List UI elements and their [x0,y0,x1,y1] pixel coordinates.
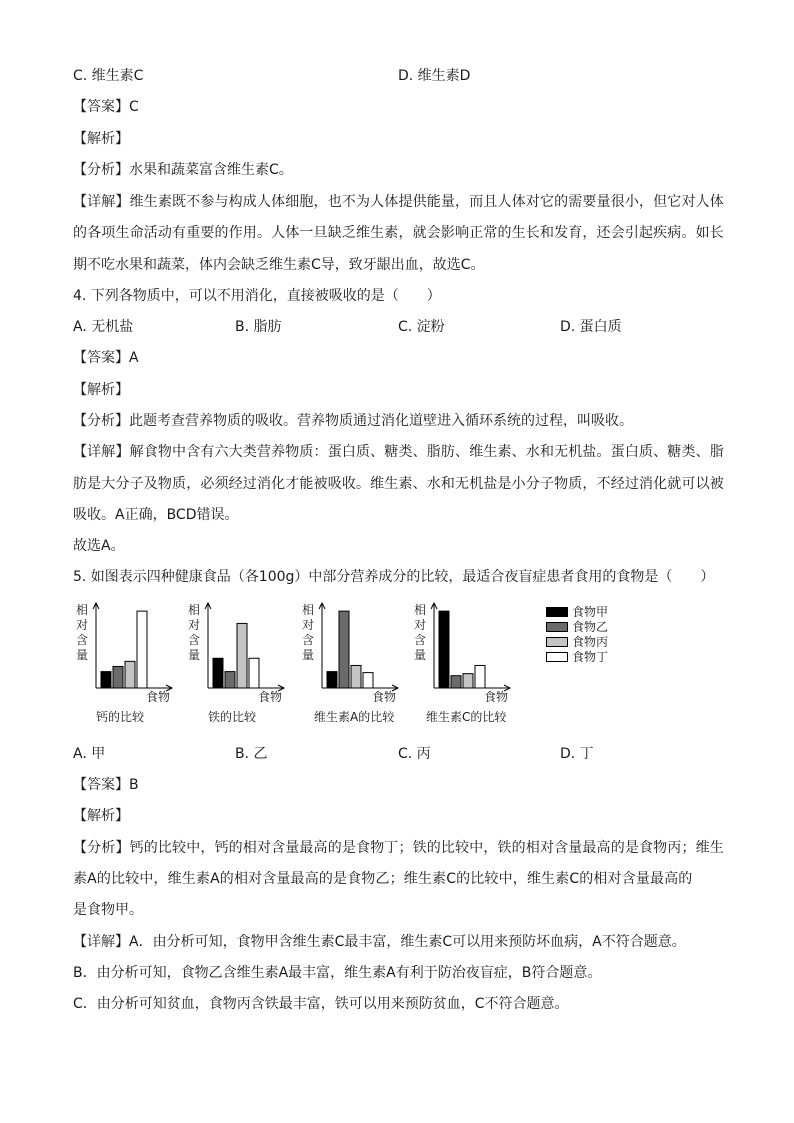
legend-swatch [546,622,568,632]
bar-chart-svg [410,600,522,726]
y-axis-label-char: 相 [76,603,89,617]
detail-line: 肪是大分子及物质，必须经过消化才能被吸收。维生素、水和无机盐是小分子物质，不经过消化就可以被 [73,476,724,492]
y-axis-label-char: 含 [302,633,315,647]
y-axis-label-char: 含 [414,633,427,647]
question-stem: 5. 如图表示四种健康食品（各100g）中部分营养成分的比较，最适合夜盲症患者食用的食物是（ ） [73,569,715,585]
y-axis-label-char: 相 [414,603,427,617]
detail-line: 【详解】A．由分析可知，食物甲含维生素C最丰富，维生素C可以用来预防坏血病，A不符合题意。 [73,934,686,950]
x-axis-label: 食物 [372,690,397,704]
chart-title: 铁的比较 [208,710,257,724]
option-d: D. 丁 [560,746,594,762]
detail-line: 的各项生命活动有重要的作用。人体一旦缺乏维生素，就会影响正常的生长和发育，还会引起疾病。如长 [73,225,724,241]
y-axis-label-char: 对 [76,618,89,632]
bar-食物甲 [101,672,111,688]
chart-title: 维生素A的比较 [314,710,395,724]
chart-vitamin-c [410,600,522,730]
analysis-summary: 【分析】此题考查营养物质的吸收。营养物质通过消化道壁进入循环系统的过程，叫吸收。 [73,413,633,429]
bar-食物丙 [237,623,247,688]
x-axis-label: 食物 [146,690,171,704]
chart-title: 钙的比较 [96,710,145,724]
y-axis-label-char: 对 [414,618,427,632]
bar-食物丁 [137,611,147,688]
analysis-heading: 【解析】 [73,131,129,147]
detail-line: 【详解】维生素既不参与构成人体细胞，也不为人体提供能量，而且人体对它的需要量很小，但它对人体 [73,194,724,210]
x-axis-label: 食物 [258,690,283,704]
answer: 【答案】A [73,350,139,366]
analysis-line: 是食物甲。 [73,902,143,918]
question-stem: 4. 下列各物质中，可以不用消化，直接被吸收的是（ ） [73,288,441,304]
bar-食物丁 [363,673,373,688]
bar-食物丁 [249,658,259,688]
detail-line: B．由分析可知，食物乙含维生素A最丰富，维生素A有利于防治夜盲症，B符合题意。 [73,965,602,981]
legend-item: 食物乙 [546,619,608,634]
y-axis-label-char: 相 [188,603,201,617]
legend-item: 食物丙 [546,634,608,649]
y-axis-label-char: 含 [188,633,201,647]
chart-legend [546,604,608,664]
y-axis-label-char: 对 [188,618,201,632]
chart-calcium [72,600,184,730]
option-c: C. 丙 [398,746,431,762]
detail-line: 期不吃水果和蔬菜，体内会缺乏维生素C导，致牙龈出血，故选C。 [73,257,485,273]
analysis-heading: 【解析】 [73,382,129,398]
analysis-line: 【分析】钙的比较中，钙的相对含量最高的是食物丁；铁的比较中，铁的相对含量最高的是食物丙；维生 [73,840,724,856]
bar-chart-svg [298,600,410,726]
option-d: D. 维生素D [398,68,471,84]
x-axis-label: 食物 [484,690,509,704]
legend-swatch [546,637,568,647]
bar-食物乙 [113,666,123,688]
bar-食物甲 [213,658,223,688]
bar-食物甲 [439,611,449,688]
bar-食物乙 [339,611,349,688]
option-b: B. 乙 [235,746,268,762]
y-axis-label-char: 对 [302,618,315,632]
y-axis-label-char: 含 [76,633,89,647]
detail-line: 【详解】解食物中含有六大类营养物质：蛋白质、糖类、脂肪、维生素、水和无机盐。蛋白质、糖类、脂 [73,444,724,460]
bar-食物丙 [463,674,473,688]
detail-line: 吸收。A正确，BCD错误。 [73,507,239,523]
bar-食物甲 [327,672,337,688]
analysis-summary: 【分析】水果和蔬菜富含维生素C。 [73,162,293,178]
analysis-line: 素A的比较中，维生素A的相对含量最高的是食物乙；维生素C的比较中，维生素C的相对含量最高的 [73,871,693,887]
chart-iron [184,600,296,730]
option-b: B. 脂肪 [235,319,282,335]
legend-swatch [546,652,568,662]
legend-swatch [546,607,568,617]
bar-chart-svg [184,600,296,726]
chart-vitamin-a [298,600,410,730]
analysis-heading: 【解析】 [73,808,129,824]
bar-食物丁 [475,665,485,688]
y-axis-label-char: 量 [414,648,427,662]
bar-食物乙 [451,676,461,688]
y-axis-label-char: 量 [76,648,89,662]
conclusion: 故选A。 [73,538,125,554]
answer: 【答案】B [73,777,139,793]
detail-line: C．由分析可知贫血，食物丙含铁最丰富，铁可以用来预防贫血，C不符合题意。 [73,996,569,1012]
option-d: D. 蛋白质 [560,319,622,335]
y-axis-label-char: 量 [188,648,201,662]
legend-item: 食物甲 [546,604,608,619]
option-a: A. 甲 [73,746,106,762]
y-axis-label-char: 相 [302,603,315,617]
bar-食物乙 [225,672,235,688]
answer: 【答案】C [73,99,139,115]
bar-食物丙 [125,661,135,688]
y-axis-label-char: 量 [302,648,315,662]
chart-title: 维生素C的比较 [426,710,507,724]
bar-chart-svg [72,600,184,726]
option-a: A. 无机盐 [73,319,134,335]
legend-item: 食物丁 [546,649,608,664]
bar-食物丙 [351,665,361,688]
option-c: C. 淀粉 [398,319,445,335]
option-c: C. 维生素C [73,68,144,84]
